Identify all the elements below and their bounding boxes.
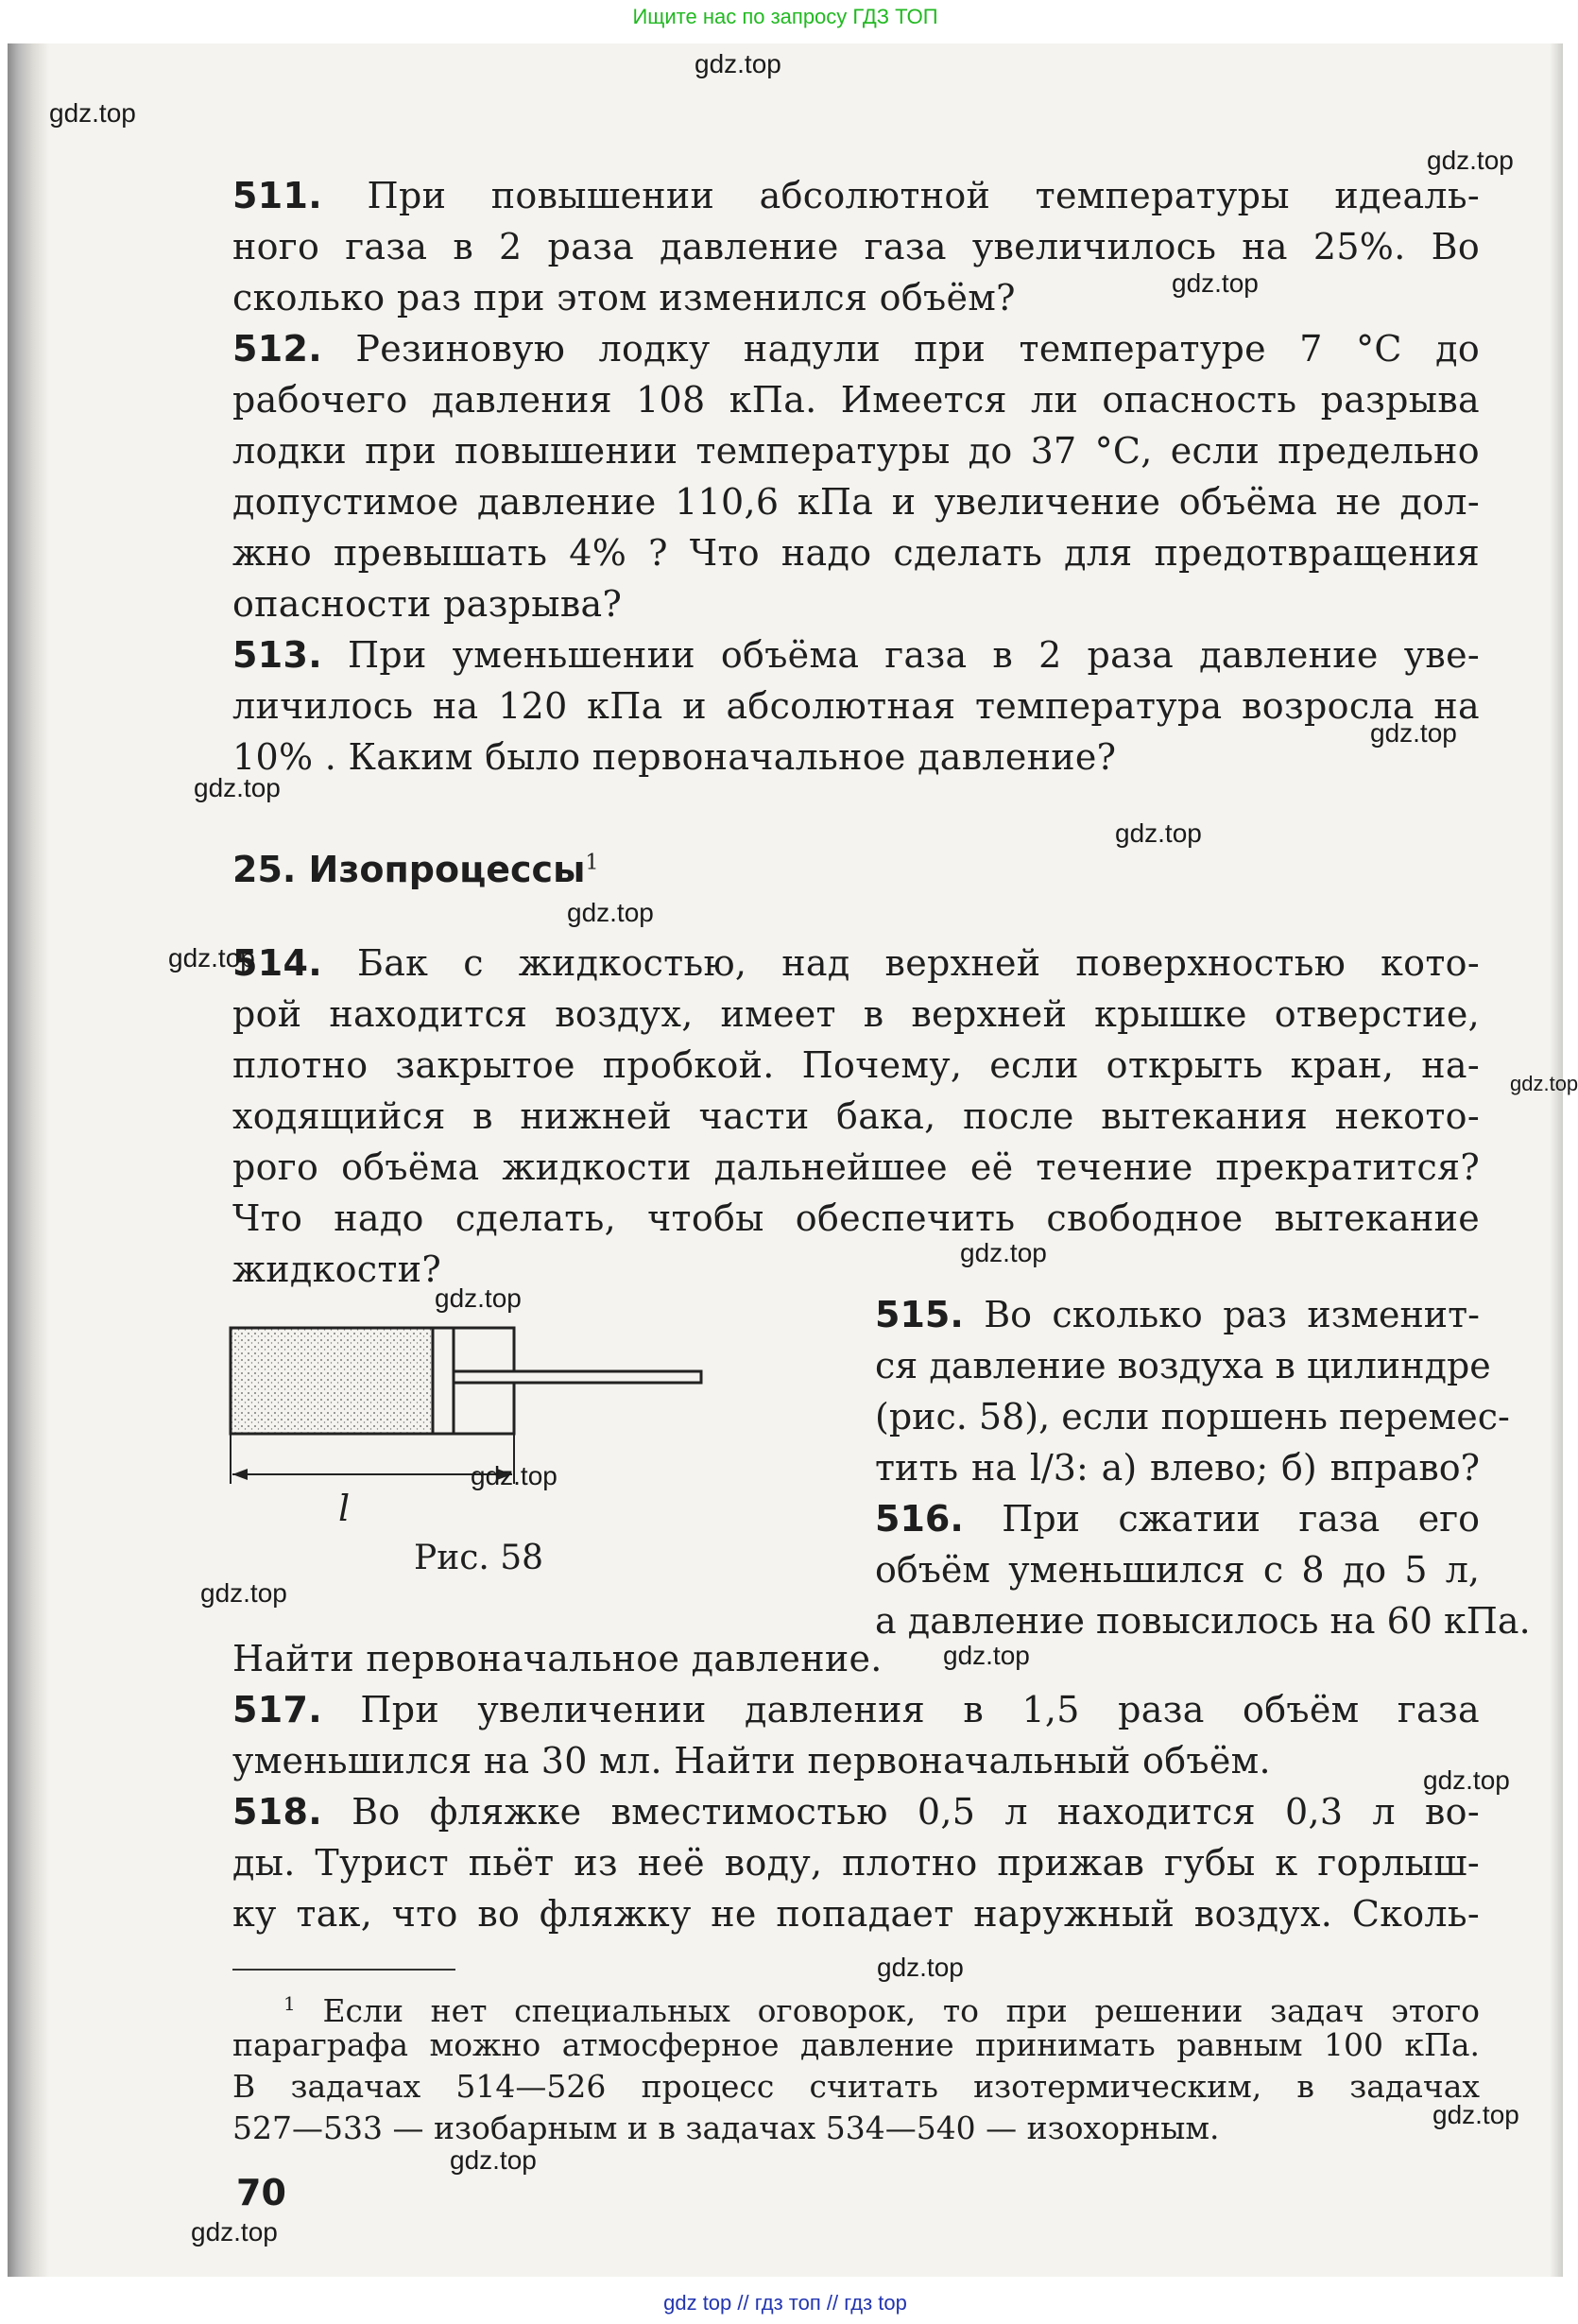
problem-number: 513.	[232, 634, 322, 676]
top-banner[interactable]: Ищите нас по запросу ГДЗ ТОП	[632, 5, 938, 28]
watermark: gdz.top	[877, 1953, 964, 1982]
watermark: gdz.top	[1510, 1072, 1578, 1095]
p517-line-2: уменьшился на 30 мл. Найти первоначальный объём.	[232, 1740, 1271, 1782]
watermark: gdz.top	[1432, 2100, 1519, 2129]
p514-line-6: Что надо сделать, чтобы обеспечить свободное вытекание	[232, 1197, 1480, 1239]
watermark: gdz.top	[200, 1578, 287, 1608]
watermark: gdz.top	[1423, 1765, 1510, 1795]
gas-region	[231, 1328, 433, 1434]
watermark: gdz.top	[567, 898, 654, 927]
p514-line-1	[232, 938, 1480, 989]
text: При уменьшении объёма газа в 2 раза давление уве-	[347, 634, 1480, 676]
problem-number: 516.	[875, 1498, 964, 1540]
p515-line-4: тить на l/3: а) влево; б) вправо?	[875, 1447, 1480, 1489]
footnote-divider	[232, 1969, 455, 1971]
problem-number: 512.	[232, 328, 322, 370]
problem-number: 514.	[232, 942, 322, 984]
piston-rod	[454, 1371, 701, 1383]
footnote-mark: 1	[585, 851, 599, 875]
p512-line-6: опасности разрыва?	[232, 583, 623, 625]
footnote-line-3: В задачах 514—526 процесс считать изотермическим, в задачах	[232, 2068, 1480, 2105]
p511-line-2: ного газа в 2 раза давление газа увеличилось на 25%. Во	[232, 226, 1480, 267]
text: Во сколько раз изменит-	[984, 1294, 1480, 1335]
watermark: gdz.top	[1427, 146, 1514, 175]
p518-line-3: ку так, что во фляжку не попадает наружный воздух. Сколь-	[232, 1893, 1480, 1935]
p515-line-2: ся давление воздуха в цилиндре	[875, 1345, 1491, 1386]
p516-line-4: Найти первоначальное давление.	[232, 1638, 883, 1679]
figure-caption: Рис. 58	[414, 1539, 544, 1577]
watermark: gdz.top	[191, 2217, 278, 2247]
p514-line-5: рого объёма жидкости дальнейшее её течение прекратится?	[232, 1146, 1480, 1188]
footnote-line-2: параграфа можно атмосферное давление принимать равным 100 кПа.	[232, 2026, 1480, 2063]
watermark: gdz.top	[49, 98, 136, 128]
p513-line-3: 10% . Каким было первоначальное давление?	[232, 736, 1117, 778]
p518-line-2: ды. Турист пьёт из неё воду, плотно прижав губы к горлыш-	[232, 1842, 1480, 1884]
text: При сжатии газа его	[1002, 1498, 1480, 1540]
watermark: gdz.top	[1115, 818, 1202, 848]
watermark: gdz.top	[471, 1461, 557, 1490]
p516-line-2: объём уменьшился с 8 до 5 л,	[875, 1549, 1480, 1591]
dimension-label: l	[338, 1488, 351, 1529]
watermark: gdz.top	[194, 773, 281, 802]
watermark: gdz.top	[943, 1641, 1030, 1670]
p515-line-3: (рис. 58), если поршень перемес-	[875, 1396, 1510, 1437]
text: Резиновую лодку надули при температуре 7 °С до	[355, 328, 1481, 370]
p513-line-1	[232, 629, 1480, 680]
section-title	[232, 849, 598, 890]
text: При увеличении давления в 1,5 раза объём газа	[360, 1689, 1480, 1730]
p512-line-1	[232, 323, 1480, 374]
p514-line-3: плотно закрытое пробкой. Почему, если открыть кран, на-	[232, 1044, 1480, 1086]
footnote-line-4: 527—533 — изобарным и в задачах 534—540 — изохорным.	[232, 2109, 1220, 2146]
bottom-banner[interactable]: gdz top // гдз топ // гдз top	[663, 2291, 907, 2315]
p512-line-3: лодки при повышении температуры до 37 °С, если предельно	[232, 430, 1480, 472]
p512-line-2: рабочего давления 108 кПа. Имеется ли опасность разрыва	[232, 379, 1480, 421]
text: Во фляжке вместимостью 0,5 л находится 0,3 л во-	[352, 1791, 1480, 1833]
text: Если нет специальных оговорок, то при решении задач этого	[322, 1992, 1480, 2029]
page-edge	[1550, 43, 1563, 2277]
watermark: gdz.top	[168, 943, 255, 973]
p517-line-1	[232, 1684, 1480, 1735]
p511-line-3: сколько раз при этом изменился объём?	[232, 277, 1016, 318]
p516-line-3: а давление повысилось на 60 кПа.	[875, 1600, 1531, 1642]
piston	[433, 1328, 454, 1434]
watermark: gdz.top	[960, 1238, 1047, 1267]
watermark: gdz.top	[435, 1283, 522, 1313]
p514-line-7: жидкости?	[232, 1248, 442, 1290]
p516-line-1	[875, 1493, 1480, 1544]
problem-number: 511.	[232, 175, 322, 216]
page-number: 70	[236, 2172, 286, 2213]
text: Бак с жидкостью, над верхней поверхностью кото-	[356, 942, 1480, 984]
figure-58-cylinder	[227, 1318, 737, 1536]
p514-line-2: рой находится воздух, имеет в верхней крышке отверстие,	[232, 993, 1480, 1035]
problem-number: 517.	[232, 1689, 322, 1730]
watermark: gdz.top	[1172, 268, 1259, 298]
watermark: gdz.top	[695, 49, 781, 78]
problem-number: 518.	[232, 1791, 322, 1833]
watermark: gdz.top	[450, 2145, 537, 2175]
p511-line-1	[232, 170, 1480, 221]
text: При повышении абсолютной температуры идеаль-	[367, 175, 1480, 216]
watermark: gdz.top	[1370, 718, 1457, 748]
problem-number: 515.	[875, 1294, 964, 1335]
section-title-text: 25. Изопроцессы	[232, 849, 586, 890]
p512-line-5: жно превышать 4% ? Что надо сделать для предотвращения	[232, 532, 1480, 574]
p513-line-2: личилось на 120 кПа и абсолютная температура возросла на	[232, 685, 1480, 727]
p514-line-4: ходящийся в нижней части бака, после вытекания некото-	[232, 1095, 1480, 1137]
p518-line-1	[232, 1786, 1480, 1837]
p515-line-1	[875, 1289, 1480, 1340]
footnote-mark: 1	[283, 1992, 296, 2015]
p512-line-4: допустимое давление 110,6 кПа и увеличение объёма не дол-	[232, 481, 1480, 523]
page-binding-shadow	[8, 43, 49, 2277]
